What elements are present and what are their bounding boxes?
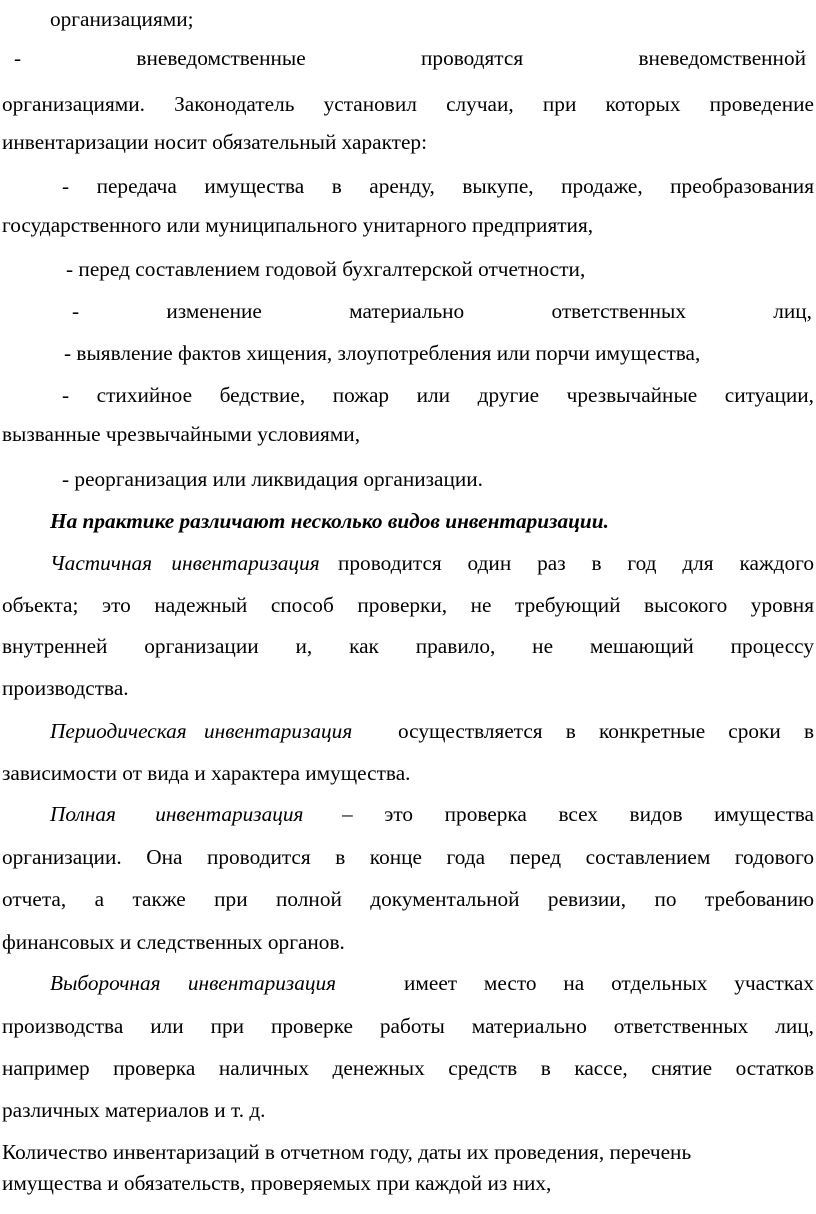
text-line-10: - стихийное бедствие, пожар или другие чрезвычайные ситуации,: [62, 383, 814, 407]
text-line-4: инвентаризации носит обязательный характер:: [2, 130, 427, 154]
text-line-26: например проверка наличных денежных средств в кассе, снятие остатков: [2, 1056, 814, 1080]
text-line-21: организации. Она проводится в конце года перед составлением годового: [2, 845, 814, 869]
text-line-12: - реорганизация или ликвидация организации.: [62, 467, 484, 491]
text-line-16: внутренней организации и, как правило, не мешающий процессу: [2, 634, 814, 658]
term-partial: Частичная инвентаризация: [50, 551, 320, 575]
text-line-29: имущества и обязательств, проверяемых при каждой из них,: [2, 1171, 552, 1195]
text-line-18-rest: осуществляется в конкретные сроки в: [398, 719, 814, 743]
text-line-19: зависимости от вида и характера имущества.: [2, 761, 411, 785]
text-line-20-rest: – это проверка всех видов имущества: [342, 802, 814, 826]
section-heading: На практике различают несколько видов инвентаризации.: [50, 509, 609, 533]
text-line-17: производства.: [2, 676, 129, 700]
text-line-25: производства или при проверке работы материально ответственных лиц,: [2, 1014, 814, 1038]
text-line-8: - изменение материально ответственных лиц,: [72, 299, 812, 323]
text-line-5: - передача имущества в аренду, выкупе, продаже, преобразования: [62, 174, 814, 198]
term-full: Полная инвентаризация: [50, 802, 304, 826]
text-line-14: [50, 550, 814, 576]
text-line-28: Количество инвентаризаций в отчетном году, даты их проведения, перечень: [2, 1140, 692, 1164]
term-periodic: Периодическая инвентаризация: [50, 719, 353, 743]
term-selective: Выборочная инвентаризация: [50, 971, 337, 995]
text-line-15: объекта; это надежный способ проверки, не требующий высокого уровня: [2, 593, 814, 617]
text-line-2: - вневедомственные проводятся вневедомственной: [14, 46, 806, 70]
text-line-22: отчета, а также при полной документальной ревизии, по требованию: [2, 887, 814, 911]
text-line-1: организациями;: [50, 7, 194, 31]
text-line-11: вызванные чрезвычайными условиями,: [2, 422, 361, 446]
text-line-7: - перед составлением годовой бухгалтерской отчетности,: [66, 257, 586, 281]
text-line-14-rest: проводится один раз в год для каждого: [338, 551, 814, 575]
text-line-23: финансовых и следственных органов.: [2, 930, 345, 954]
text-line-20: [50, 801, 814, 827]
text-line-3: организациями. Законодатель установил случаи, при которых проведение: [2, 92, 814, 116]
text-line-18: [50, 718, 814, 744]
text-line-24-rest: имеет место на отдельных участках: [404, 971, 814, 995]
text-line-24: [50, 970, 814, 996]
text-line-6: государственного или муниципального унитарного предприятия,: [2, 213, 594, 237]
text-line-9: - выявление фактов хищения, злоупотребления или порчи имущества,: [64, 341, 701, 365]
text-line-27: различных материалов и т. д.: [2, 1098, 266, 1122]
